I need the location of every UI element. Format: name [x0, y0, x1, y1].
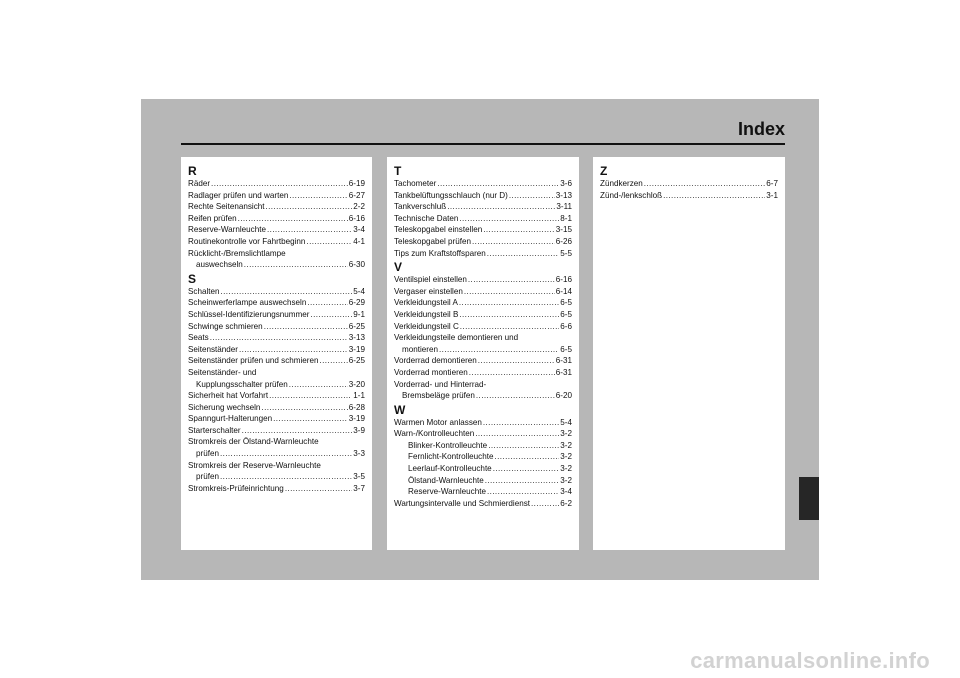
dot-leader — [663, 190, 765, 202]
dot-leader — [476, 390, 555, 402]
dot-leader — [509, 190, 555, 202]
title-rule — [181, 143, 785, 145]
index-entry-page: 6-30 — [348, 260, 365, 270]
index-entry-text: Spanngurt-Halterungen — [188, 414, 273, 424]
index-entry — [188, 178, 365, 190]
dot-leader — [483, 224, 555, 236]
index-entry-text: montieren — [402, 344, 438, 354]
index-entry-page: 6-5 — [560, 344, 572, 354]
index-entry-page: 3-7 — [353, 483, 365, 493]
index-entry-page: 3-2 — [560, 475, 572, 485]
dot-leader — [469, 367, 555, 379]
index-column-2 — [387, 157, 579, 550]
index-entry — [394, 274, 572, 286]
dot-leader — [239, 344, 348, 356]
index-entry-page: 6-25 — [348, 356, 365, 366]
dot-leader — [264, 321, 348, 333]
index-entry-page: 3-20 — [348, 379, 365, 389]
index-entry-page: 6-7 — [766, 179, 778, 188]
dot-leader — [285, 483, 352, 495]
dot-leader — [459, 213, 559, 225]
index-entry-text: Radlager prüfen und warten — [188, 190, 289, 200]
index-entry-text: Tachometer — [394, 179, 437, 188]
dot-leader — [273, 413, 348, 425]
index-entry-text: Kupplungsschalter prüfen — [196, 379, 288, 389]
index-entry — [394, 451, 572, 463]
index-entry-page: 6-2 — [560, 498, 572, 508]
dot-leader — [289, 379, 348, 391]
index-entry — [188, 448, 365, 460]
index-entry — [188, 471, 365, 483]
index-entry-text: Zünd-/lenkschloß — [600, 190, 663, 200]
index-entry-page: 5-4 — [353, 286, 365, 296]
index-entry — [394, 190, 572, 202]
dot-leader — [493, 463, 560, 475]
index-entry — [188, 224, 365, 236]
index-entry — [600, 178, 778, 190]
index-entry — [188, 259, 365, 271]
index-entry-text: Räder — [188, 179, 211, 188]
index-entry — [188, 425, 365, 437]
dot-leader — [266, 201, 353, 213]
index-entry — [394, 417, 572, 429]
index-entry — [394, 297, 572, 309]
index-entry-text: Vorderrad demontieren — [394, 356, 477, 366]
index-entry-page: 3-1 — [766, 190, 778, 200]
index-entry-text: Stromkreis-Prüfeinrichtung — [188, 483, 284, 493]
index-entry-page: 6-19 — [348, 179, 365, 188]
dot-leader — [475, 428, 559, 440]
index-entry-text: Zündkerzen — [600, 179, 643, 188]
dot-leader — [487, 486, 559, 498]
manual-page — [141, 99, 819, 580]
index-entry-page: 1-1 — [353, 391, 365, 401]
index-entry-page: 6-6 — [560, 321, 572, 331]
index-entry-page: 3-2 — [560, 464, 572, 474]
dot-leader — [221, 286, 353, 298]
index-entry — [188, 236, 365, 248]
index-entry-text: Seitenständer — [188, 344, 238, 354]
index-entry — [394, 248, 572, 260]
index-entry-page: 6-5 — [560, 309, 572, 319]
index-entry-page: 6-16 — [348, 213, 365, 223]
index-letter-heading: V — [394, 260, 403, 275]
index-entry — [188, 355, 365, 367]
index-entry — [188, 286, 365, 298]
index-entry-text: Ölstand-Warnleuchte — [408, 475, 484, 485]
index-entry — [394, 498, 572, 510]
index-entry — [188, 213, 365, 225]
dot-leader — [211, 178, 348, 190]
index-letter-heading: T — [394, 164, 402, 178]
dot-leader — [306, 236, 352, 248]
index-entry-text: Tips zum Kraftstoffsparen — [394, 248, 486, 258]
index-entry — [188, 413, 365, 425]
index-entry-page: 6-5 — [560, 298, 572, 308]
dot-leader — [437, 178, 559, 190]
index-entry — [188, 297, 365, 309]
dot-leader — [261, 402, 347, 414]
index-entry-text: Verkleidungsteil A — [394, 298, 458, 308]
index-entry — [394, 367, 572, 379]
page-title: Index — [737, 119, 785, 139]
index-entry-text: Scheinwerferlampe auswechseln — [188, 298, 307, 308]
index-entry-heading: Rücklicht-/Bremslichtlampe — [188, 248, 286, 258]
index-entry-page: 3-3 — [353, 449, 365, 459]
index-entry — [188, 344, 365, 356]
index-entry-text: Warn-/Kontrolleuchten — [394, 429, 475, 439]
index-entry — [394, 475, 572, 487]
index-entry-page: 9-1 — [353, 309, 365, 319]
dot-leader — [244, 259, 348, 271]
dot-leader — [460, 321, 560, 333]
index-entry — [600, 190, 778, 202]
index-entry-page: 6-26 — [555, 236, 572, 246]
index-entry-text: Reifen prüfen — [188, 213, 237, 223]
index-entry-page: 3-19 — [348, 344, 365, 354]
index-entry-heading: Verkleidungsteile demontieren und — [394, 333, 519, 343]
index-entry-text: Teleskopgabel prüfen — [394, 236, 471, 246]
index-entry — [394, 224, 572, 236]
index-entry-page: 6-27 — [348, 190, 365, 200]
index-entry-text: Sicherheit hat Vorfahrt — [188, 391, 269, 401]
dot-leader — [494, 451, 559, 463]
index-entry-text: prüfen — [196, 449, 219, 459]
dot-leader — [531, 498, 559, 510]
dot-leader — [447, 201, 555, 213]
index-entry-text: Schwinge schmieren — [188, 321, 263, 331]
index-entry-text: Seats — [188, 333, 209, 343]
index-entry-text: prüfen — [196, 472, 219, 482]
index-entry-text: Seitenständer prüfen und schmieren — [188, 356, 319, 366]
dot-leader — [468, 274, 555, 286]
index-entry-page: 6-31 — [555, 367, 572, 377]
index-entry-text: Wartungsintervalle und Schmierdienst — [394, 498, 531, 508]
index-entry — [188, 332, 365, 344]
index-entry-heading: Stromkreis der Ölstand-Warnleuchte — [188, 437, 319, 447]
index-entry-text: Blinker-Kontrolleuchte — [408, 440, 488, 450]
index-entry-page: 3-4 — [353, 225, 365, 235]
index-entry-text: Teleskopgabel einstellen — [394, 225, 483, 235]
index-entry-text: Leerlauf-Kontrolleuchte — [408, 464, 492, 474]
index-letter-heading: Z — [600, 164, 608, 178]
dot-leader — [459, 297, 559, 309]
index-entry — [394, 355, 572, 367]
index-entry-page: 3-4 — [560, 487, 572, 497]
index-entry-page: 3-2 — [560, 452, 572, 462]
index-entry-page: 6-29 — [348, 298, 365, 308]
dot-leader — [472, 236, 555, 248]
index-entry — [394, 463, 572, 475]
index-entry-page: 6-28 — [348, 402, 365, 412]
index-entry-text: Sicherung wechseln — [188, 402, 261, 412]
index-entry-text: Vergaser einstellen — [394, 286, 463, 296]
index-entry-page: 5-5 — [560, 248, 572, 258]
index-entry — [394, 178, 572, 190]
watermark: carmanualsonline.info — [690, 648, 930, 673]
index-entry — [394, 286, 572, 298]
index-entry — [394, 321, 572, 333]
index-entry-page: 6-16 — [555, 275, 572, 285]
index-entry — [188, 483, 365, 495]
index-entry-text: Schalten — [188, 286, 220, 296]
index-entry-text: auswechseln — [196, 260, 243, 270]
dot-leader — [487, 248, 560, 260]
index-column-1 — [181, 157, 372, 550]
index-entry-heading: Vorderrad- und Hinterrad- — [394, 379, 487, 389]
index-entry-text: Tankbelüftungsschlauch (nur D) — [394, 190, 508, 200]
index-entry-page: 3-6 — [560, 179, 572, 188]
dot-leader — [483, 417, 559, 429]
index-entry-text: Vorderrad montieren — [394, 367, 468, 377]
index-entry-text: Fernlicht-Kontrolleuchte — [408, 452, 494, 462]
index-entry-text: Rechte Seitenansicht — [188, 202, 265, 212]
index-entry — [394, 309, 572, 321]
index-entry-page: 4-1 — [353, 236, 365, 246]
dot-leader — [307, 297, 347, 309]
dot-leader — [485, 475, 560, 487]
index-entry-page: 3-13 — [555, 190, 572, 200]
index-entry-page: 6-25 — [348, 321, 365, 331]
index-entry — [394, 390, 572, 402]
index-entry — [188, 201, 365, 213]
dot-leader — [220, 448, 352, 460]
index-entry — [188, 390, 365, 402]
index-letter-heading: R — [188, 164, 197, 178]
index-entry-page: 3-11 — [556, 202, 572, 212]
index-entry-page: 3-5 — [353, 472, 365, 482]
index-entry — [394, 428, 572, 440]
index-entry-page: 3-13 — [348, 333, 365, 343]
dot-leader — [478, 355, 555, 367]
index-entry-text: Technische Daten — [394, 213, 459, 223]
index-entry-page: 8-1 — [560, 213, 572, 223]
dot-leader — [242, 425, 353, 437]
index-entry-heading: Stromkreis der Reserve-Warnleuchte — [188, 460, 321, 470]
index-entry-text: Schlüssel-Identifizierungsnummer — [188, 309, 310, 319]
index-entry-text: Routinekontrolle vor Fahrtbeginn — [188, 236, 306, 246]
index-entry — [394, 344, 572, 356]
dot-leader — [319, 355, 347, 367]
section-tab-marker — [799, 477, 819, 520]
index-entry — [394, 201, 572, 213]
dot-leader — [310, 309, 352, 321]
index-entry — [394, 213, 572, 225]
index-entry-text: Reserve-Warnleuchte — [188, 225, 266, 235]
index-entry — [188, 309, 365, 321]
dot-leader — [267, 224, 352, 236]
dot-leader — [464, 286, 555, 298]
index-entry — [188, 321, 365, 333]
dot-leader — [269, 390, 352, 402]
index-entry — [394, 440, 572, 452]
index-entry-text: Bremsbeläge prüfen — [402, 391, 475, 401]
index-entry-page: 3-2 — [560, 440, 572, 450]
index-entry-page: 3-2 — [560, 429, 572, 439]
index-entry-text: Starterschalter — [188, 425, 241, 435]
index-entry-page: 5-4 — [560, 417, 572, 427]
index-entry-page: 2-2 — [353, 202, 365, 212]
index-entry-text: Tankverschluß — [394, 202, 447, 212]
index-column-3 — [593, 157, 785, 550]
index-entry-text: Warmen Motor anlassen — [394, 417, 482, 427]
index-entry — [394, 486, 572, 498]
index-entry-text: Verkleidungsteil B — [394, 309, 459, 319]
index-letter-heading: S — [188, 271, 197, 286]
index-entry-page: 3-9 — [353, 425, 365, 435]
index-entry-text: Ventilspiel einstellen — [394, 275, 467, 285]
dot-leader — [644, 178, 766, 190]
dot-leader — [289, 190, 347, 202]
index-entry-page: 6-20 — [555, 391, 572, 401]
index-letter-heading: W — [394, 402, 406, 417]
index-entry-text: Verkleidungsteil C — [394, 321, 459, 331]
index-entry-page: 3-19 — [348, 414, 365, 424]
dot-leader — [238, 213, 348, 225]
index-entry — [188, 190, 365, 202]
index-entry-page: 6-31 — [555, 356, 572, 366]
index-entry-page: 6-14 — [555, 286, 572, 296]
index-entry-page: 3-15 — [555, 225, 572, 235]
index-entry — [188, 402, 365, 414]
index-entry-text: Reserve-Warnleuchte — [408, 487, 486, 497]
index-entry — [188, 379, 365, 391]
dot-leader — [210, 332, 348, 344]
dot-leader — [439, 344, 559, 356]
dot-leader — [488, 440, 559, 452]
index-entry-heading: Seitenständer- und — [188, 367, 257, 377]
dot-leader — [220, 471, 352, 483]
dot-leader — [459, 309, 559, 321]
index-entry — [394, 236, 572, 248]
